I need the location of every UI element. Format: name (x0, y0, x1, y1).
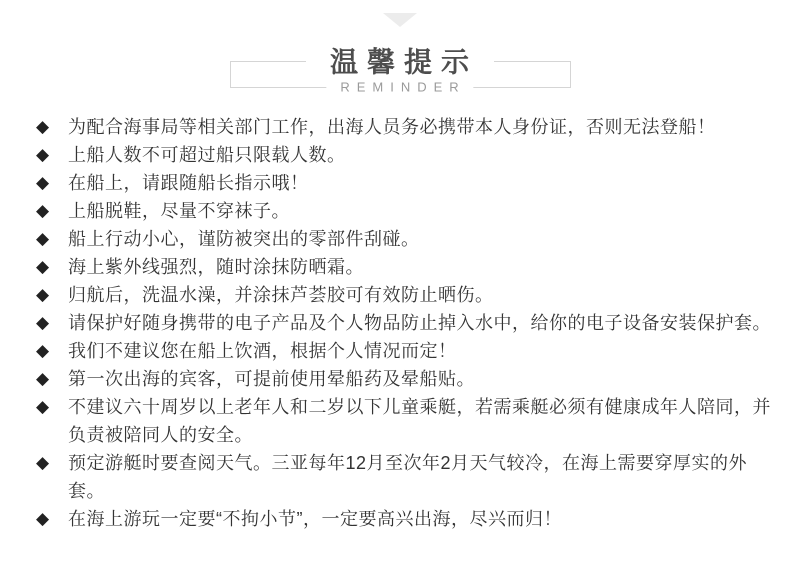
list-item-text: 第一次出海的宾客，可提前使用晕船药及晕船贴。 (68, 369, 475, 389)
list-item (36, 449, 772, 505)
list-item-text: 在海上游玩一定要“不拘小节”，一定要高兴出海，尽兴而归！ (68, 509, 562, 529)
triangle-down-icon (383, 13, 417, 27)
list-item-text: 预定游艇时要查阅天气。三亚每年12月至次年2月天气较冷，在海上需要穿厚实的外套。 (68, 453, 748, 501)
diamond-bullet-icon: ◆ (36, 341, 50, 360)
list-item (36, 505, 772, 533)
list-item (36, 197, 772, 225)
diamond-bullet-icon: ◆ (36, 369, 50, 388)
reminder-list (36, 113, 772, 533)
diamond-bullet-icon: ◆ (36, 509, 50, 528)
list-item (36, 309, 772, 337)
list-item (36, 393, 772, 449)
page-subtitle: REMINDER (326, 80, 473, 95)
diamond-bullet-icon: ◆ (36, 285, 50, 304)
diamond-bullet-icon: ◆ (36, 117, 50, 136)
list-item (36, 281, 772, 309)
diamond-bullet-icon: ◆ (36, 229, 50, 248)
list-item (36, 113, 772, 141)
diamond-bullet-icon: ◆ (36, 173, 50, 192)
diamond-bullet-icon: ◆ (36, 453, 50, 472)
list-item-text: 归航后，洗温水澡，并涂抹芦荟胶可有效防止晒伤。 (68, 285, 494, 305)
diamond-bullet-icon: ◆ (36, 145, 50, 164)
list-item-text: 不建议六十周岁以上老年人和二岁以下儿童乘艇，若需乘艇必须有健康成年人陪同，并负责被陪同人的安全。 (68, 397, 771, 445)
diamond-bullet-icon: ◆ (36, 257, 50, 276)
list-item (36, 169, 772, 197)
page-title: 温馨提示 (306, 40, 494, 80)
list-item (36, 225, 772, 253)
list-item-text: 上船人数不可超过船只限载人数。 (68, 145, 346, 165)
list-item-text: 船上行动小心，谨防被突出的零部件刮碰。 (68, 229, 420, 249)
diamond-bullet-icon: ◆ (36, 397, 50, 416)
list-item-text: 为配合海事局等相关部门工作，出海人员务必携带本人身份证，否则无法登船！ (68, 117, 716, 137)
list-item (36, 365, 772, 393)
list-item (36, 253, 772, 281)
list-item (36, 337, 772, 365)
header-bracket (230, 46, 571, 95)
list-item-text: 我们不建议您在船上饮酒，根据个人情况而定！ (68, 341, 457, 361)
diamond-bullet-icon: ◆ (36, 313, 50, 332)
list-item-text: 在船上，请跟随船长指示哦！ (68, 173, 309, 193)
diamond-bullet-icon: ◆ (36, 201, 50, 220)
list-item-text: 海上紫外线强烈，随时涂抹防晒霜。 (68, 257, 364, 277)
list-item-text: 上船脱鞋，尽量不穿袜子。 (68, 201, 290, 221)
list-item-text: 请保护好随身携带的电子产品及个人物品防止掉入水中，给你的电子设备安装保护套。 (68, 313, 771, 333)
list-item (36, 141, 772, 169)
